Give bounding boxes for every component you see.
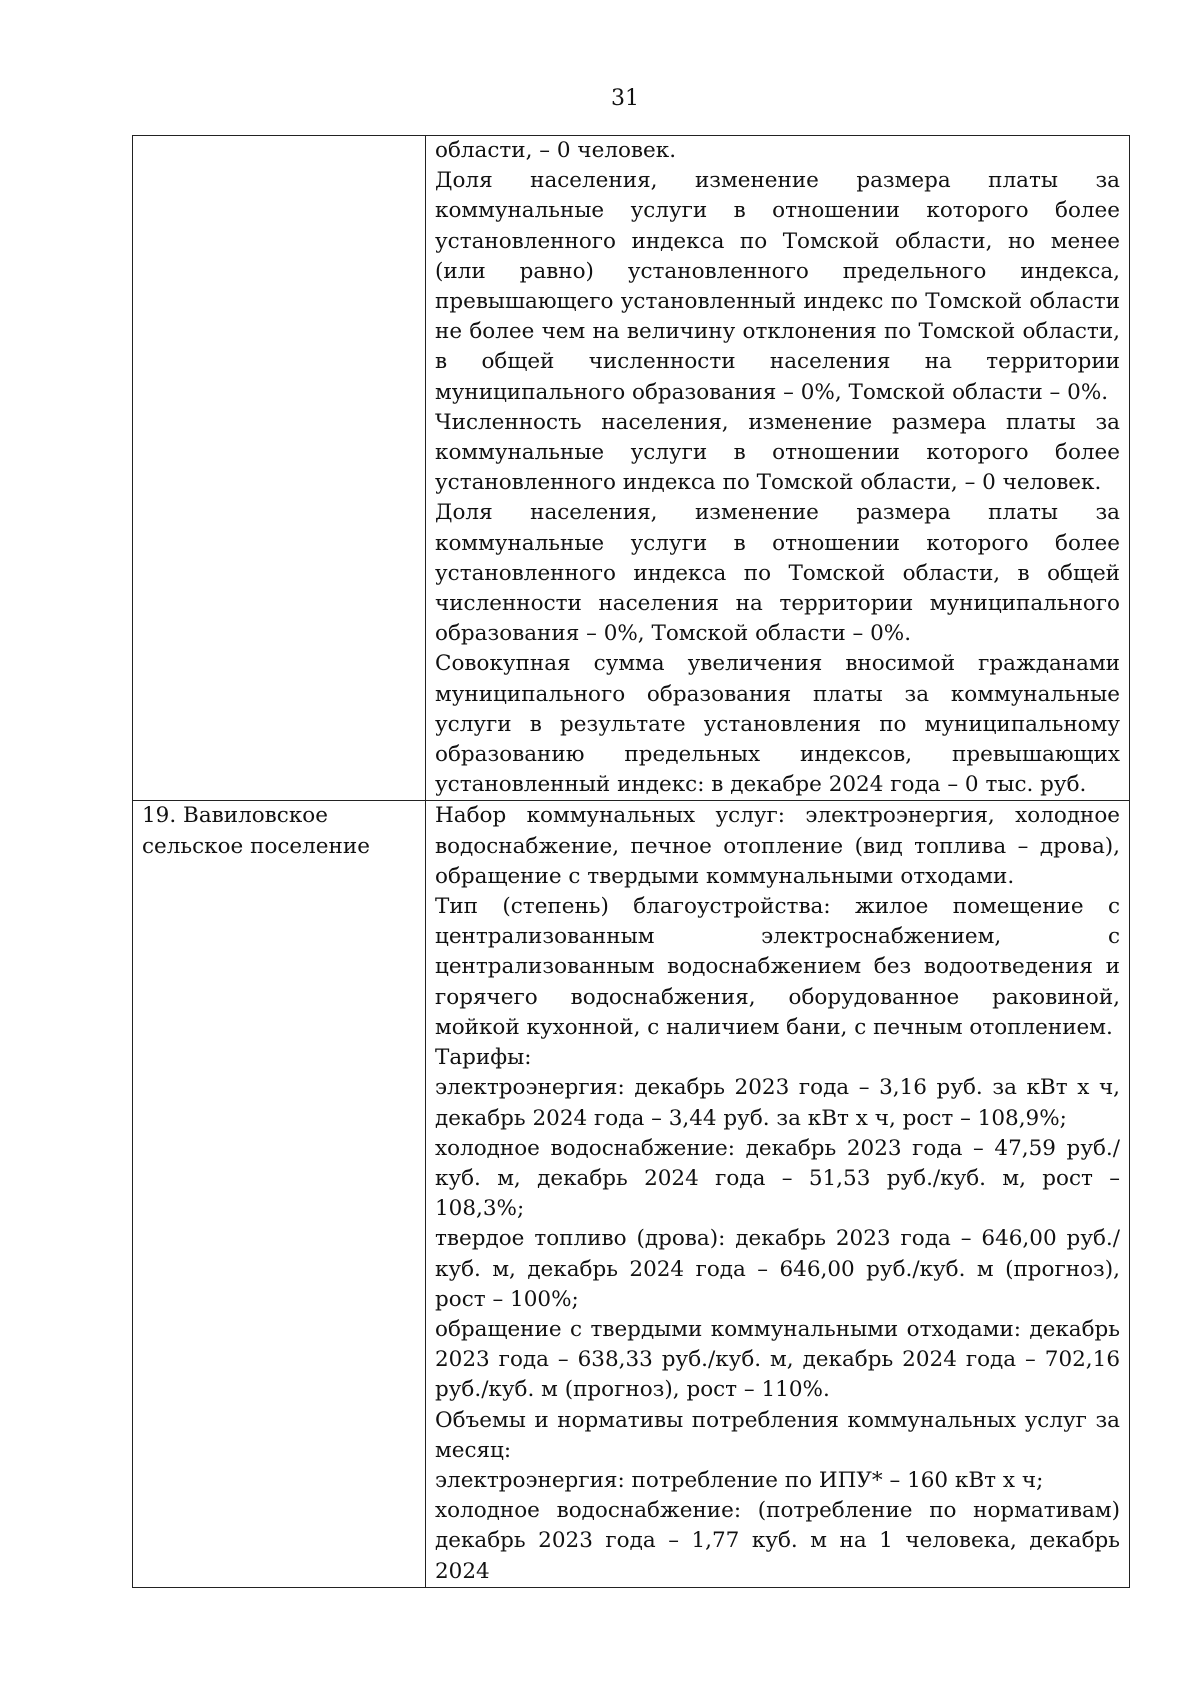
indicators-cell <box>426 136 1130 801</box>
paragraph-share-above-index: Доля населения, изменение размера платы за коммунальные услуги в отношении которого более установленного индекса по Томской области, в общей численности населения на территории муниципального образования – 0%, Томской области – 0%. <box>435 500 1120 647</box>
paragraph-share-within-limit: Доля населения, изменение размера платы за коммунальные услуги в отношении которого более установленного индекса по Томской области, но менее (или равно) установленного предельного индекса, превышающего установленный индекс по Томской области не более чем на величину отклонения по Томской области, в общей численности населения на территории муниципального образования – 0%, Томской области – 0%. <box>435 168 1120 405</box>
paragraph-tariffs-heading: Тарифы: <box>435 1045 532 1071</box>
municipality-cell <box>133 801 426 1587</box>
paragraph-tariff-cold-water: холодное водоснабжение: декабрь 2023 года – 47,59 руб./куб. м, декабрь 2024 года – 51,53 руб./куб. м, рост – 108,3%; <box>435 1135 1120 1222</box>
paragraph-continuation: области, – 0 человек. <box>435 138 677 163</box>
municipality-name-line2: сельское поселение <box>142 833 370 859</box>
municipality-name-line1: 19. Вавиловское <box>142 803 328 829</box>
paragraph-service-set: Набор коммунальных услуг: электроэнергия, холодное водоснабжение, печное отопление (вид топлива – дрова), обращение с твердыми коммунальными отходами. <box>435 803 1120 889</box>
paragraph-count-above-index: Численность населения, изменение размера платы за коммунальные услуги в отношении которого более установленного индекса по Томской области, – 0 человек. <box>435 409 1120 496</box>
services-cell <box>426 801 1130 1587</box>
municipal-tariff-table <box>132 135 1130 1588</box>
table-row-vavilovskoe <box>133 801 1130 1587</box>
paragraph-total-increase: Совокупная сумма увеличения вносимой гражданами муниципального образования платы за коммунальные услуги в результате установления по муниципальному образованию предельных индексов, превышающих установленный индекс: в декабре 2024 года – 0 тыс. руб. <box>435 651 1120 798</box>
table-row-continuation <box>133 136 1130 801</box>
paragraph-volume-cold-water: холодное водоснабжение: (потребление по нормативам) декабрь 2023 года – 1,77 куб. м на 1 человека, декабрь 2024 <box>435 1498 1120 1584</box>
paragraph-tariff-waste: обращение с твердыми коммунальными отходами: декабрь 2023 года – 638,33 руб./куб. м, декабрь 2024 года – 702,16 руб./куб. м (прогноз), рост – 110%. <box>435 1316 1120 1403</box>
paragraph-tariff-firewood: твердое топливо (дрова): декабрь 2023 года – 646,00 руб./куб. м, декабрь 2024 года – 646,00 руб./куб. м (прогноз), рост – 100%; <box>435 1226 1120 1312</box>
paragraph-volume-electricity: электроэнергия: потребление по ИПУ* – 160 кВт х ч; <box>435 1467 1044 1493</box>
municipality-cell-empty <box>133 136 426 801</box>
paragraph-volumes-heading: Объемы и нормативы потребления коммунальных услуг за месяц: <box>435 1407 1120 1463</box>
paragraph-housing-type: Тип (степень) благоустройства: жилое помещение с централизованным электроснабжением, с централизованным водоснабжением без водоотведения и горячего водоснабжения, оборудованное раковиной, мойкой кухонной, с наличием бани, с печным отоплением. <box>435 894 1120 1040</box>
paragraph-tariff-electricity: электроэнергия: декабрь 2023 года – 3,16 руб. за кВт х ч, декабрь 2024 года – 3,44 руб. за кВт х ч, рост – 108,9%; <box>435 1075 1120 1131</box>
page-number: 31 <box>611 86 639 111</box>
